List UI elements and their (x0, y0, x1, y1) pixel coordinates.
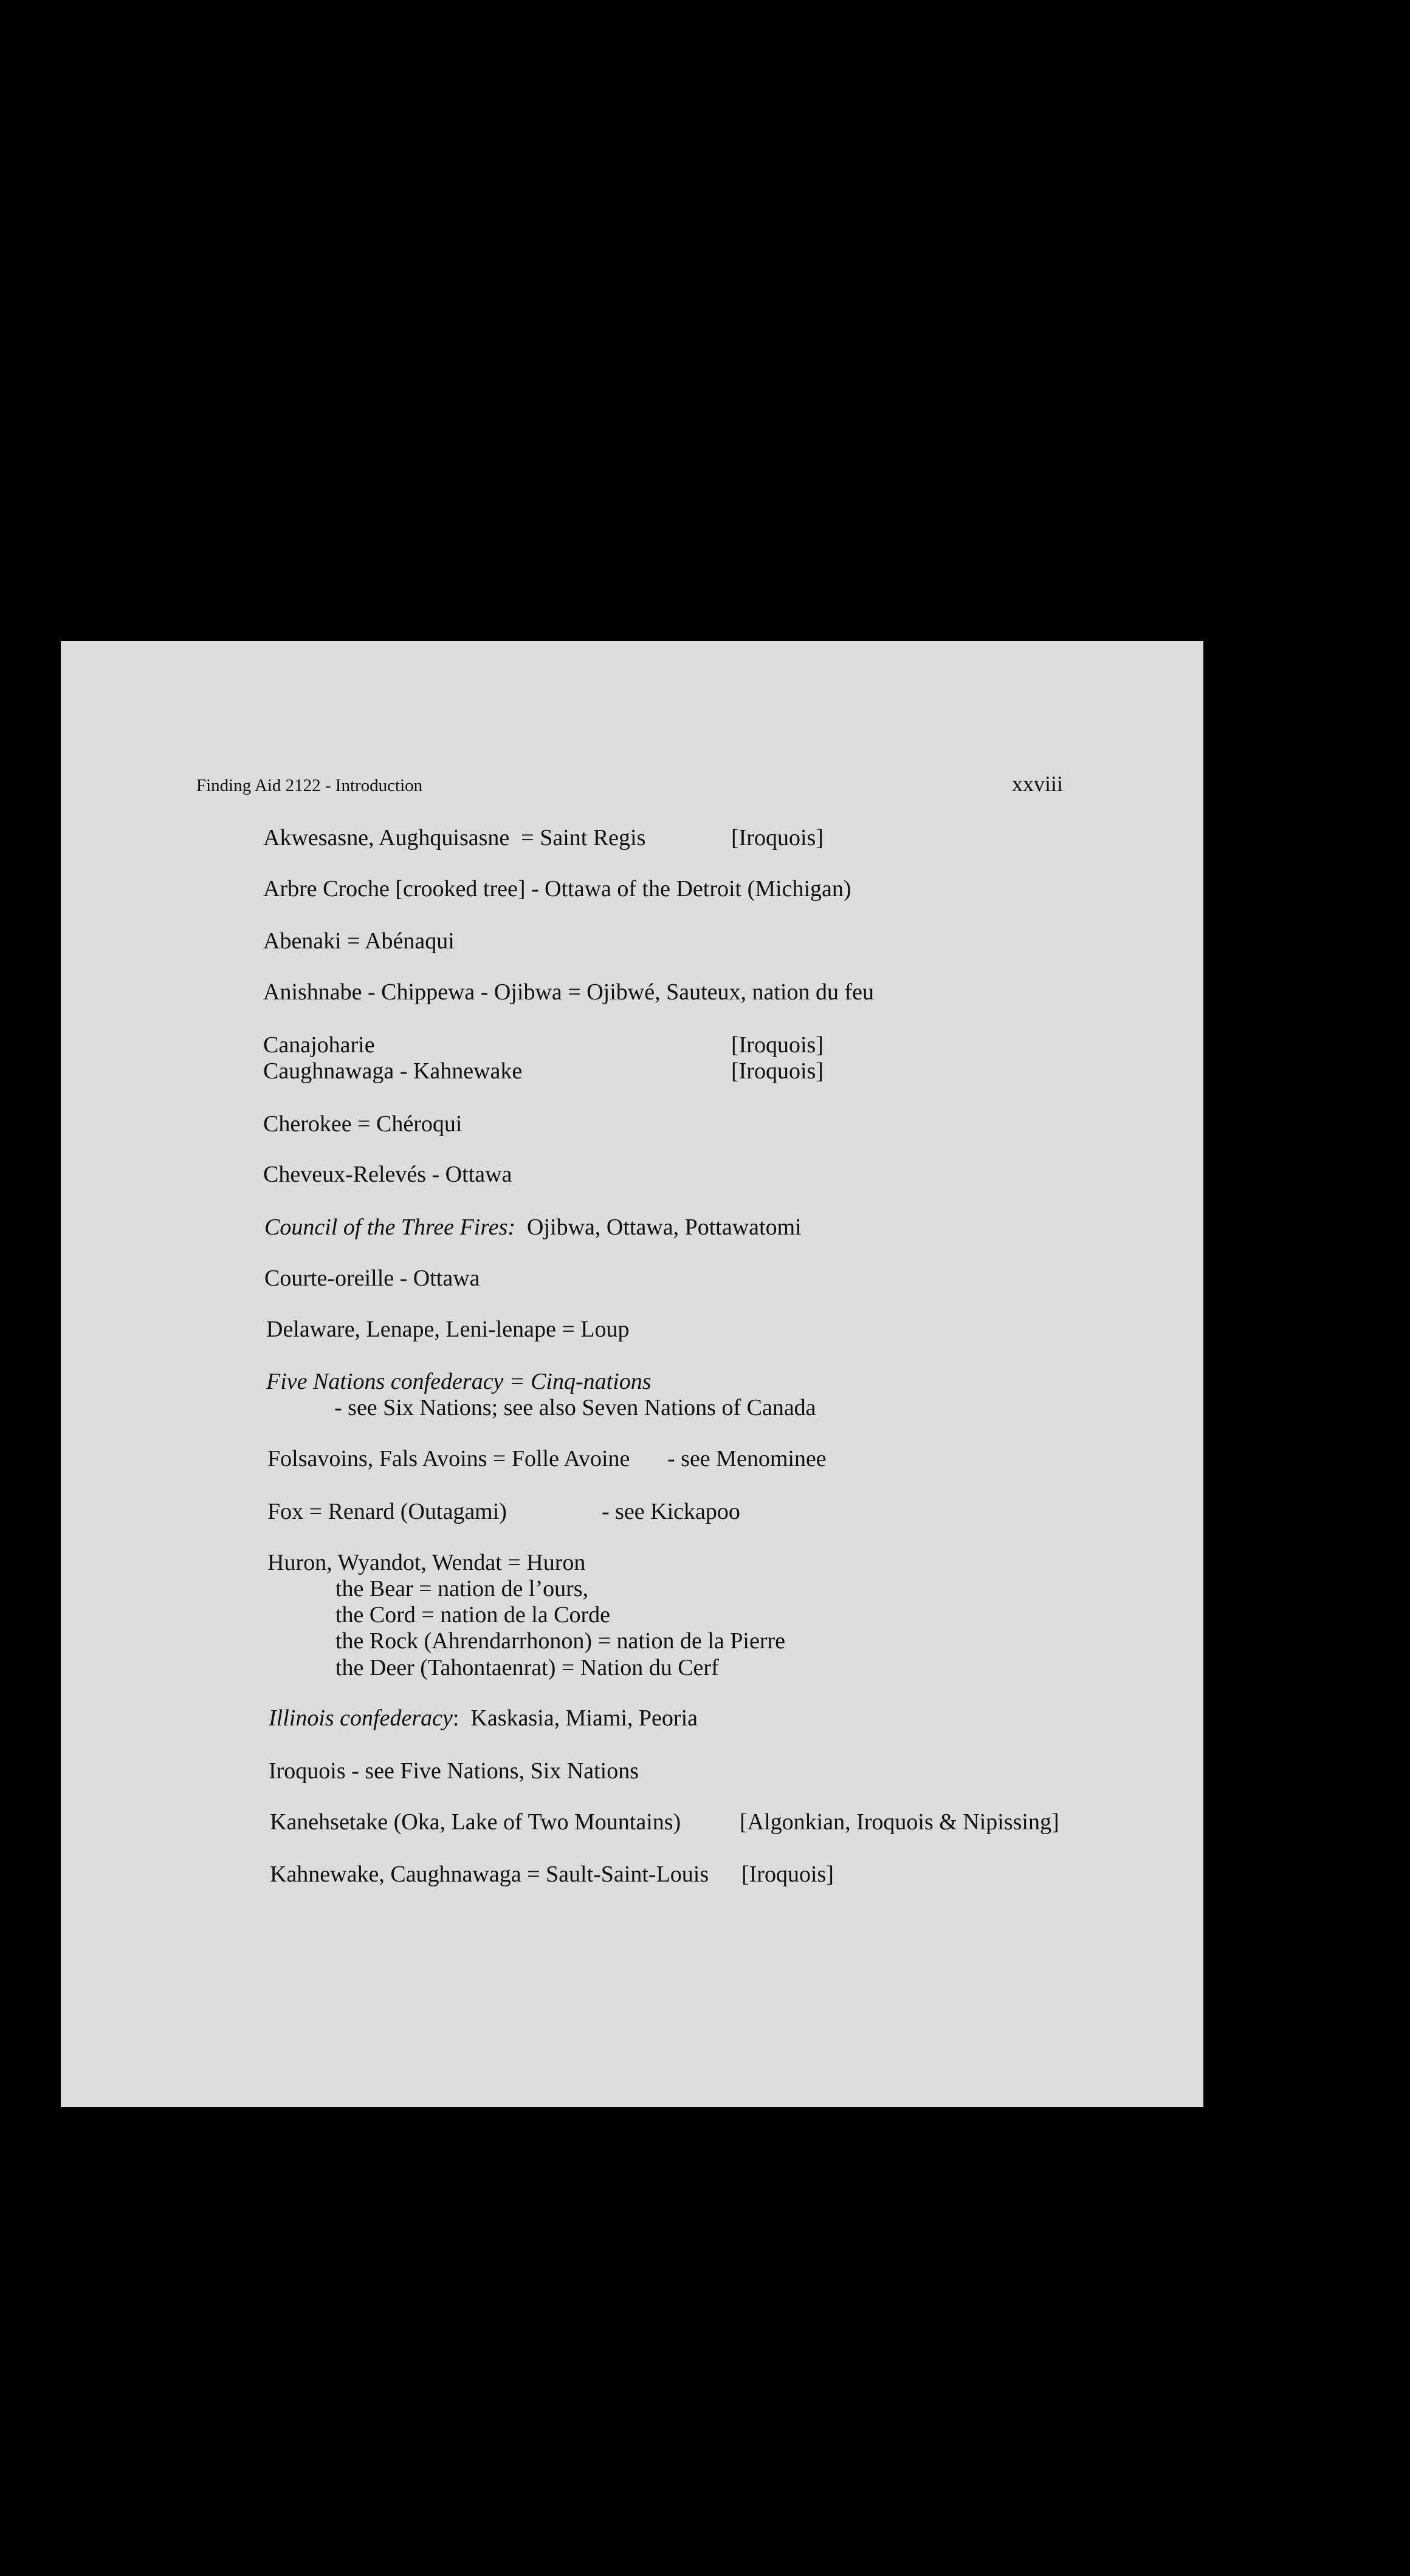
entry-huron: Huron, Wyandot, Wendat = Huron (267, 1550, 586, 1575)
entry-delaware: Delaware, Lenape, Leni-lenape = Loup (266, 1317, 630, 1342)
entry-huron-sub: the Rock (Ahrendarrhonon) = nation de la Pierre (335, 1628, 786, 1654)
entry-huron-sub: the Bear = nation de l’ours, (335, 1576, 589, 1601)
entry-kanehsetake-note: [Algonkian, Iroquois & Nipissing] (740, 1809, 1059, 1835)
entry-kanehsetake: Kanehsetake (Oka, Lake of Two Mountains) (270, 1809, 681, 1835)
entry-folsavoins: Folsavoins, Fals Avoins = Folle Avoine (267, 1446, 630, 1471)
entry-council (264, 1212, 802, 1242)
entry-fox: Fox = Renard (Outagami) (267, 1499, 507, 1524)
entry-arbre-croche: Arbre Croche [crooked tree] - Ottawa of the Detroit (Michigan) (263, 876, 851, 902)
entry-caughnawaga: Caughnawaga - Kahnewake (263, 1058, 523, 1084)
illinois-members: : Kaskasia, Miami, Peoria (452, 1705, 698, 1731)
council-term: Council of the Three Fires: (264, 1214, 516, 1240)
entry-kahnewake: Kahnewake, Caughnawaga = Sault-Saint-Louis (270, 1862, 709, 1887)
entry-canajoharie: Canajoharie (263, 1032, 375, 1058)
entry-canajoharie-note: [Iroquois] (731, 1032, 824, 1058)
entry-kahnewake-note: [Iroquois] (741, 1862, 834, 1887)
entry-huron-sub: the Cord = nation de la Corde (335, 1602, 610, 1628)
entry-anishnabe: Anishnabe - Chippewa - Ojibwa = Ojibwé, Sauteux, nation du feu (263, 979, 874, 1005)
entry-huron-sub: the Deer (Tahontaenrat) = Nation du Cerf (335, 1655, 719, 1680)
page-number: xxviii (1012, 772, 1064, 796)
entry-fox-note: - see Kickapoo (602, 1499, 740, 1524)
entry-akwesasne-note: [Iroquois] (731, 825, 824, 851)
five-nations-term: Five Nations confederacy = Cinq-nations (266, 1369, 652, 1394)
entry-five-nations-see: - see Six Nations; see also Seven Nations of Canada (334, 1395, 816, 1420)
entry-akwesasne: Akwesasne, Aughquisasne = Saint Regis (263, 825, 646, 851)
entry-cheveux-releves: Cheveux-Relevés - Ottawa (263, 1162, 512, 1187)
entry-caughnawaga-note: [Iroquois] (731, 1058, 824, 1084)
entry-illinois (269, 1703, 698, 1733)
running-header: Finding Aid 2122 - Introduction (196, 776, 423, 795)
entry-courte-oreille: Courte-oreille - Ottawa (264, 1266, 480, 1291)
entry-abenaki: Abenaki = Abénaqui (263, 928, 455, 954)
entry-folsavoins-note: - see Menominee (667, 1446, 827, 1471)
illinois-term: Illinois confederacy (269, 1705, 453, 1731)
council-members: Ojibwa, Ottawa, Pottawatomi (515, 1214, 802, 1240)
entry-cherokee: Cherokee = Chéroqui (263, 1111, 463, 1137)
entry-iroquois: Iroquois - see Five Nations, Six Nations (269, 1758, 639, 1784)
